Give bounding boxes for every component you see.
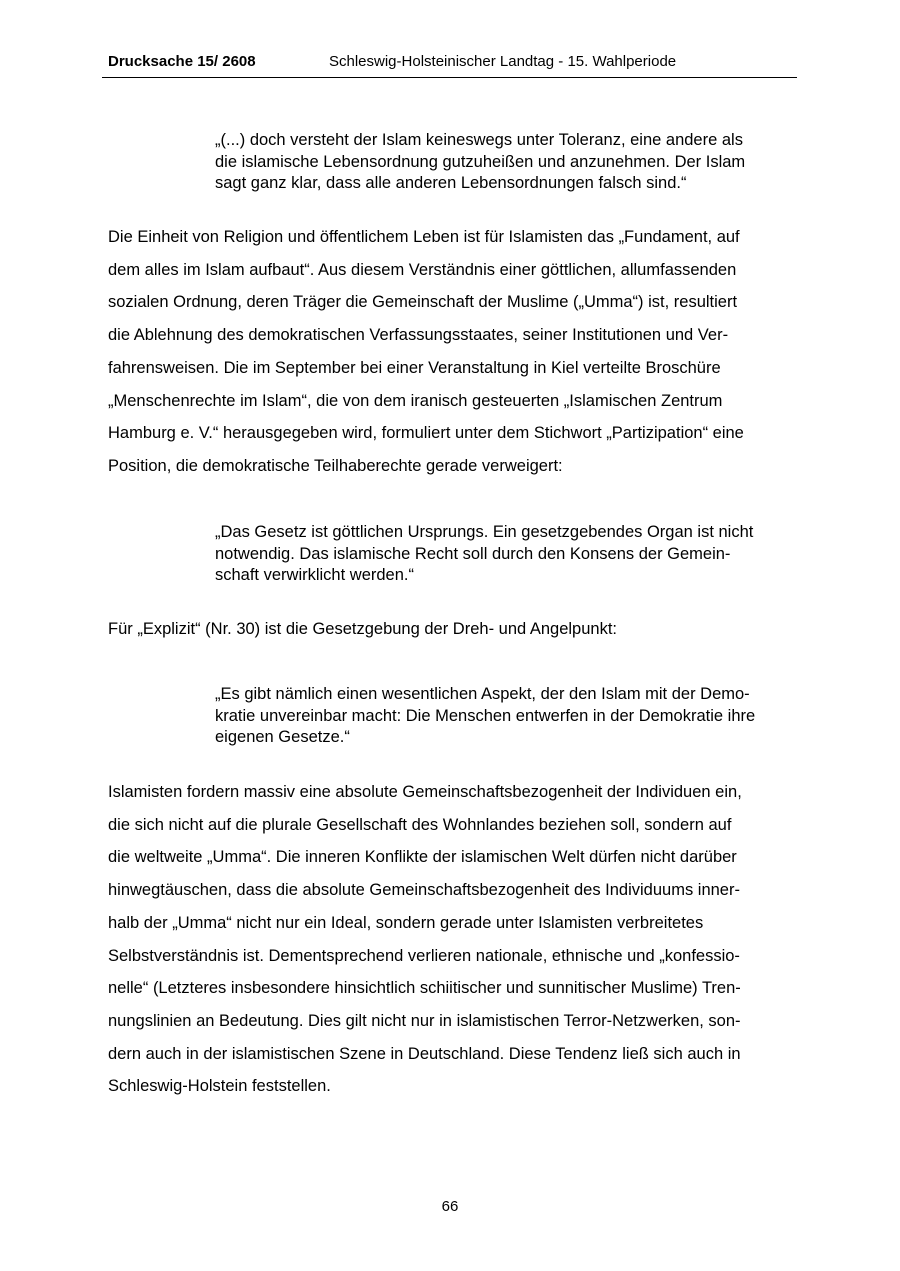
- paragraph-line: Für „Explizit“ (Nr. 30) ist die Gesetzgebung der Dreh- und Angelpunkt:: [108, 620, 617, 638]
- paragraph-line: nungslinien an Bedeutung. Dies gilt nicht nur in islamistischen Terror-Netzwerken, son-: [108, 1011, 741, 1030]
- page-header: [102, 52, 797, 78]
- paragraph-line: dem alles im Islam aufbaut“. Aus diesem Verständnis einer göttlichen, allumfassenden: [108, 260, 737, 279]
- quote-line: kratie unvereinbar macht: Die Menschen entwerfen in der Demokratie ihre: [215, 706, 756, 725]
- paragraph-1: [108, 221, 798, 483]
- quote-block-3: [215, 684, 795, 749]
- paragraph-line: fahrensweisen. Die im September bei einer Veranstaltung in Kiel verteilte Broschüre: [108, 358, 721, 377]
- quote-line: notwendig. Das islamische Recht soll durch den Konsens der Gemein-: [215, 544, 731, 563]
- paragraph-line: „Menschenrechte im Islam“, die von dem iranisch gesteuerten „Islamischen Zentrum: [108, 391, 723, 410]
- paragraph-line: halb der „Umma“ nicht nur ein Ideal, sondern gerade unter Islamisten verbreitetes: [108, 913, 704, 932]
- paragraph-line: nelle“ (Letzteres insbesondere hinsichtlich schiitischer und sunnitischer Muslime) Tren-: [108, 979, 741, 998]
- quote-line: „Das Gesetz ist göttlichen Ursprungs. Ein gesetzgebendes Organ ist nicht: [215, 523, 754, 541]
- document-number: Drucksache 15/ 2608: [108, 53, 256, 70]
- paragraph-line: Position, die demokratische Teilhaberechte gerade verweigert:: [108, 456, 563, 475]
- quote-line: sagt ganz klar, dass alle anderen Lebensordnungen falsch sind.“: [215, 174, 687, 192]
- paragraph-line: die sich nicht auf die plurale Gesellschaft des Wohnlandes beziehen soll, sondern auf: [108, 815, 732, 834]
- quote-line: eigenen Gesetze.“: [215, 728, 350, 746]
- paragraph-line: die Ablehnung des demokratischen Verfassungsstaates, seiner Institutionen und Ver-: [108, 326, 729, 345]
- paragraph-line: Selbstverständnis ist. Dementsprechend verlieren nationale, ethnische und „konfessio-: [108, 946, 740, 965]
- header-title: Schleswig-Holsteinischer Landtag - 15. Wahlperiode: [329, 53, 677, 70]
- paragraph-3: [108, 776, 798, 1103]
- quote-line: die islamische Lebensordnung gutzuheißen und anzunehmen. Der Islam: [215, 152, 746, 171]
- paragraph-line: sozialen Ordnung, deren Träger die Gemeinschaft der Muslime („Umma“) ist, resultiert: [108, 293, 738, 312]
- quote-block-2: [215, 522, 795, 587]
- quote-block-1: [215, 130, 795, 195]
- paragraph-line: Die Einheit von Religion und öffentlichem Leben ist für Islamisten das „Fundament, auf: [108, 228, 740, 246]
- quote-line: schaft verwirklicht werden.“: [215, 566, 414, 584]
- paragraph-line: die weltweite „Umma“. Die inneren Konflikte der islamischen Welt dürfen nicht darüber: [108, 848, 737, 867]
- paragraph-line: Islamisten fordern massiv eine absolute Gemeinschaftsbezogenheit der Individuen ein,: [108, 783, 742, 801]
- paragraph-line: dern auch in der islamistischen Szene in Deutschland. Diese Tendenz ließ sich auch in: [108, 1044, 741, 1063]
- paragraph-line: Hamburg e. V.“ herausgegeben wird, formuliert unter dem Stichwort „Partizipation“ eine: [108, 424, 744, 443]
- paragraph-line: hinwegtäuschen, dass die absolute Gemeinschaftsbezogenheit des Individuums inner-: [108, 881, 740, 900]
- quote-line: „(...) doch versteht der Islam keineswegs unter Toleranz, eine andere als: [215, 131, 743, 149]
- paragraph-line: Schleswig-Holstein feststellen.: [108, 1077, 331, 1096]
- paragraph-2: [108, 613, 798, 646]
- quote-line: „Es gibt nämlich einen wesentlichen Aspekt, der den Islam mit der Demo-: [215, 685, 750, 703]
- page-number: 66: [441, 1198, 459, 1215]
